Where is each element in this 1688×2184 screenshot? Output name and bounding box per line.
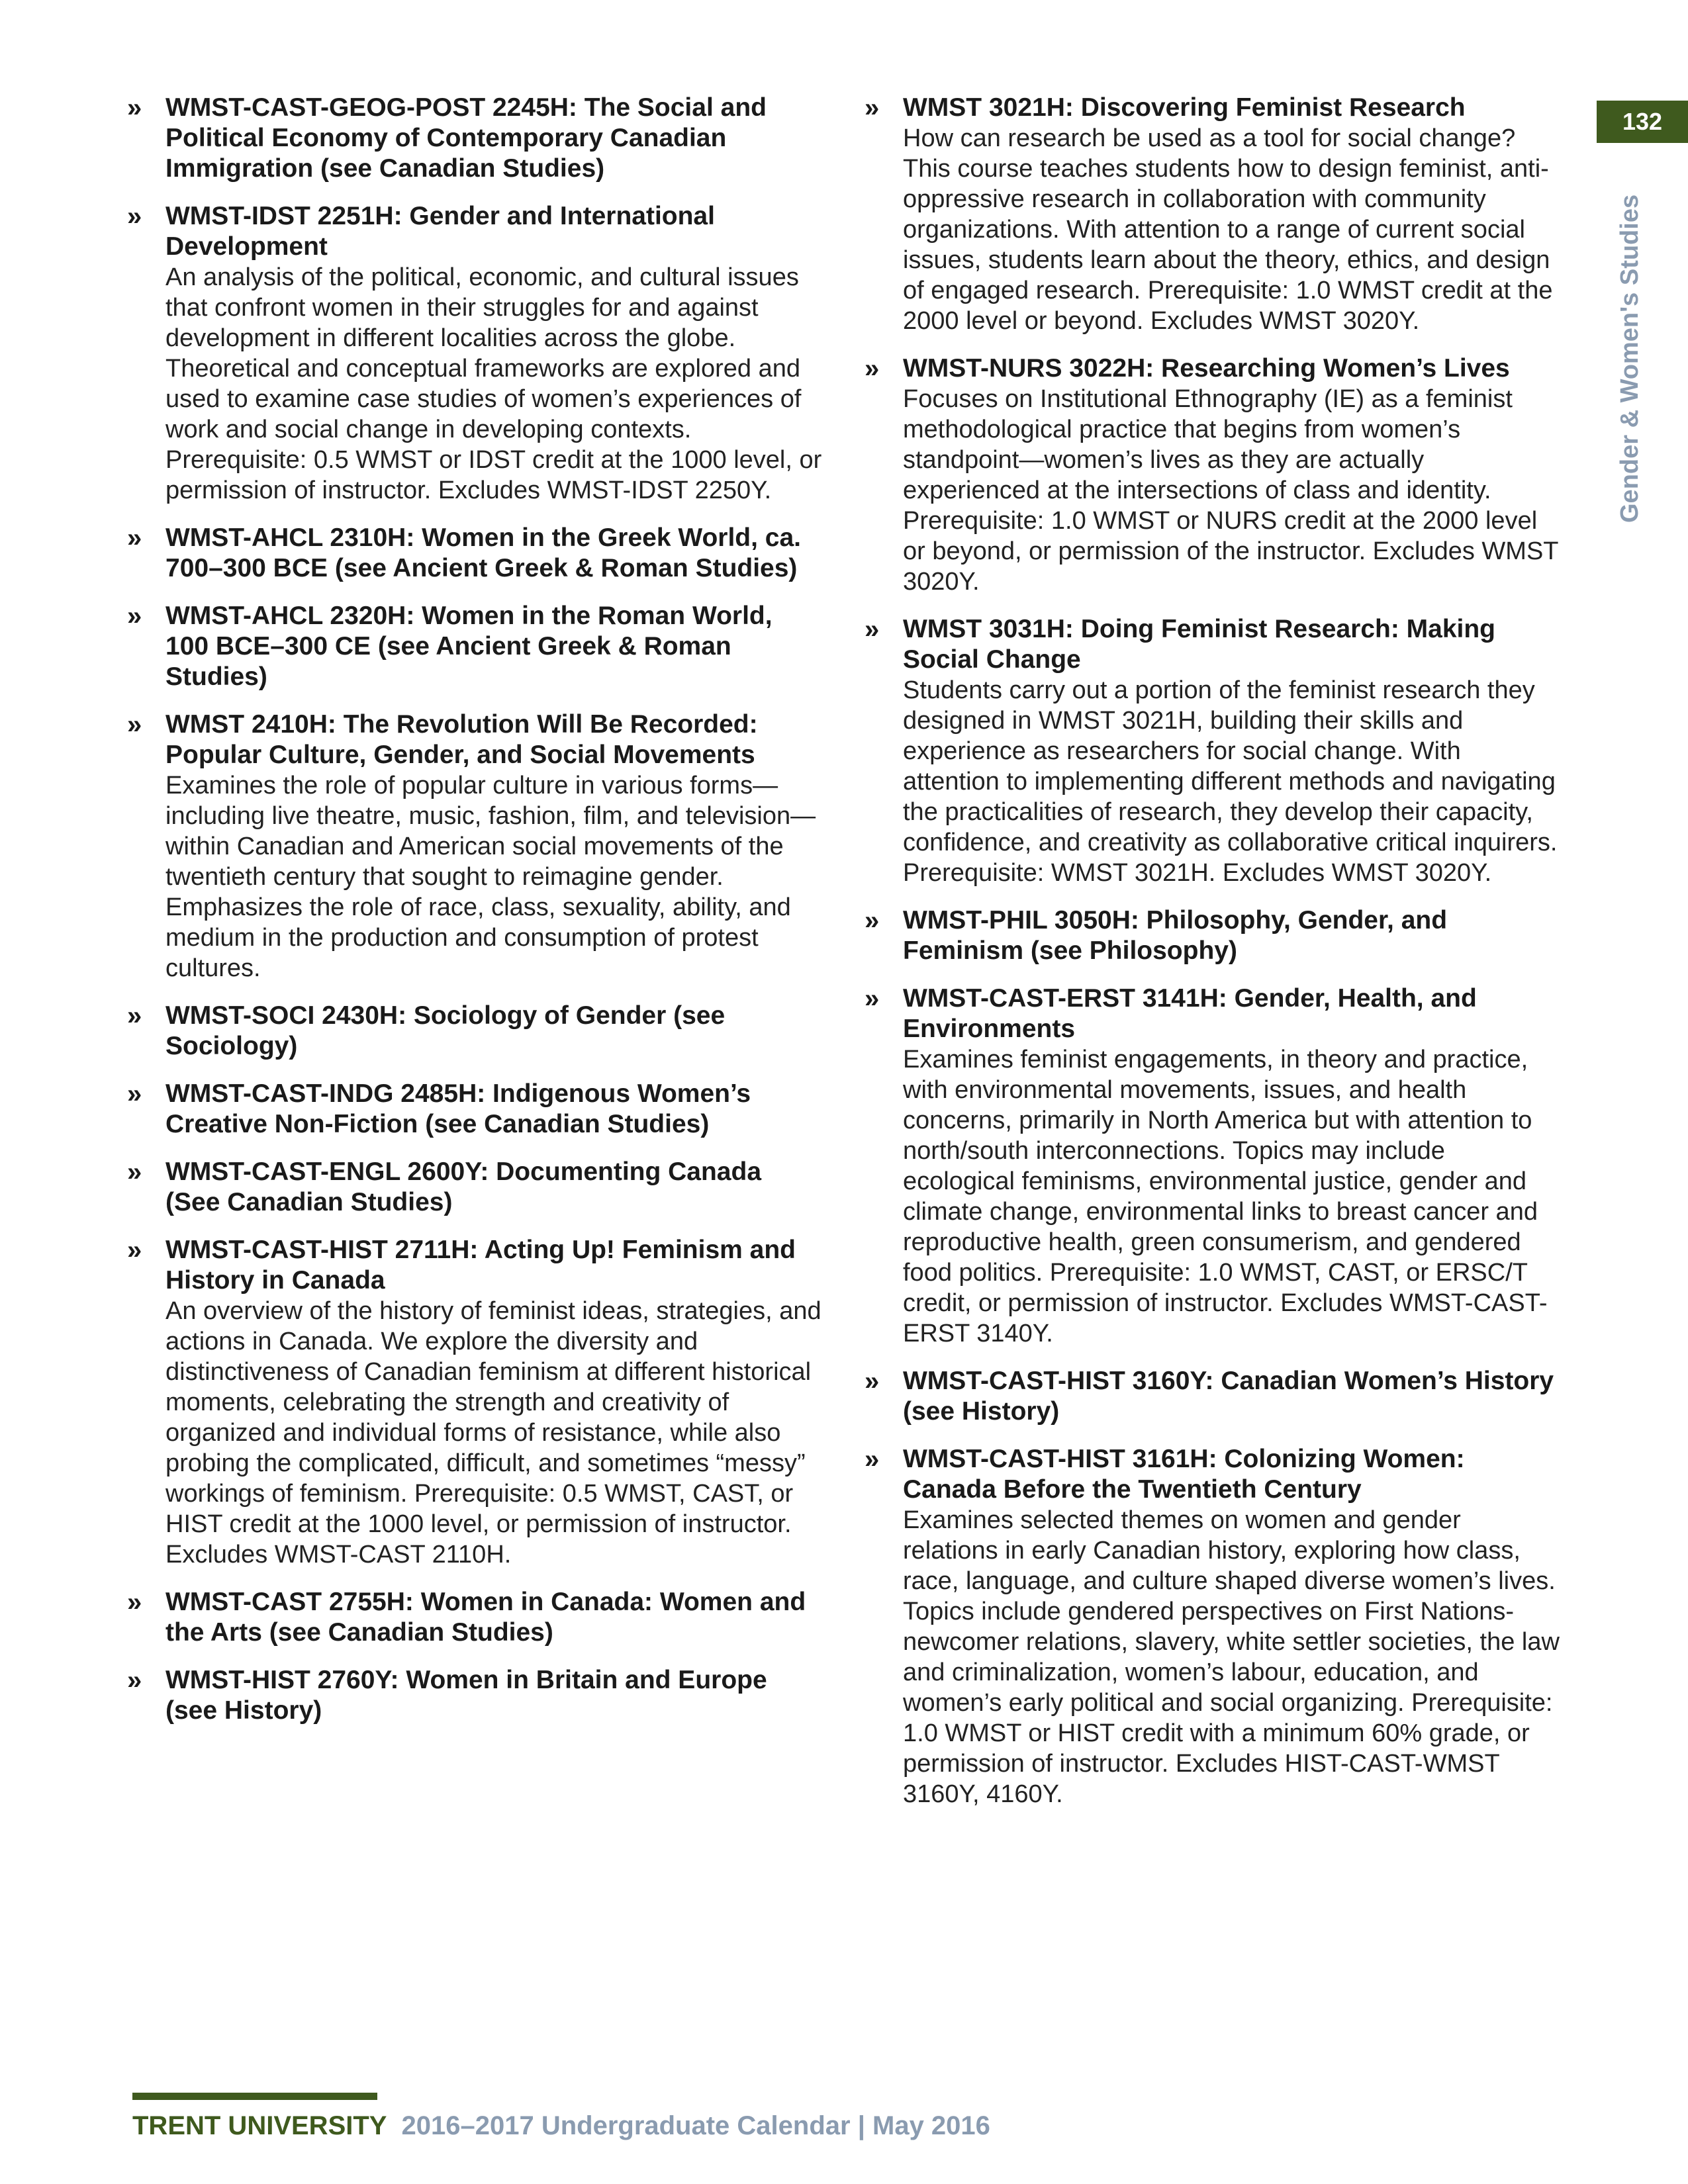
course-title: WMST-CAST-GEOG-POST 2245H: The Social and Political Economy of Contemporary Canadian Immigration (see Canadian Studies) xyxy=(165,93,767,183)
course-entry xyxy=(127,1665,822,1726)
bullet-marker: » xyxy=(865,1367,880,1396)
right-column xyxy=(865,93,1560,1827)
course-title: WMST 3021H: Discovering Feminist Research xyxy=(903,93,1466,122)
course-title: WMST-IDST 2251H: Gender and International Development xyxy=(165,202,715,261)
bullet-marker: » xyxy=(127,1001,142,1030)
course-entry xyxy=(127,1157,822,1218)
course-entry xyxy=(865,353,1560,597)
course-title: WMST-CAST-INDG 2485H: Indigenous Women’s Creative Non-Fiction (see Canadian Studies) xyxy=(165,1079,751,1138)
course-entry xyxy=(865,1444,1560,1809)
course-entry xyxy=(127,1001,822,1062)
footer-org: TRENT UNIVERSITY xyxy=(132,2111,387,2140)
page-number: 132 xyxy=(1622,108,1663,135)
bullet-marker: » xyxy=(865,984,880,1013)
course-title: WMST 2410H: The Revolution Will Be Recorded: Popular Culture, Gender, and Social Movements xyxy=(165,710,758,769)
course-entry xyxy=(865,905,1560,966)
course-description: Examines feminist engagements, in theory and practice, with environmental movements, issues, and health concerns, primarily in North America but with attention to north/south interconnections. Topics may include ecological feminisms, environmental justice, gender and climate change, environmental links to breast cancer and reproductive health, green consumerism, and gendered food politics. Prerequisite: 1.0 WMST, CAST, or ERSC/T credit, or permission of instructor. Excludes WMST-CAST-ERST 3140Y. xyxy=(903,1046,1548,1347)
footer xyxy=(132,2111,990,2141)
bullet-marker: » xyxy=(127,1588,142,1617)
course-entry xyxy=(865,614,1560,888)
course-description: How can research be used as a tool for social change? This course teaches students how to design feminist, anti-oppressive research in collaboration with community organizations. With attention to a range of current social issues, students learn about the theory, ethics, and design of engaged research. Prerequisite: 1.0 WMST credit at the 2000 level or beyond. Excludes WMST 3020Y. xyxy=(903,124,1553,335)
course-entry xyxy=(865,983,1560,1349)
course-title: WMST-CAST-HIST 3160Y: Canadian Women’s History (see History) xyxy=(903,1367,1554,1426)
bullet-marker: » xyxy=(865,1445,880,1474)
bullet-marker: » xyxy=(127,93,142,122)
course-entry xyxy=(127,201,822,506)
course-entry xyxy=(127,523,822,584)
course-description: Examines selected themes on women and gender relations in early Canadian history, exploring how class, race, language, and culture shaped diverse women’s lives. Topics include gendered perspectives on First Nations-newcomer relations, slavery, white settler societies, the law and criminalization, women’s labour, education, and women’s early political and social organizing. Prerequisite: 1.0 WMST or HIST credit with a minimum 60% grade, or permission of instructor. Excludes HIST-CAST-WMST 3160Y, 4160Y. xyxy=(903,1506,1560,1808)
bullet-marker: » xyxy=(865,93,880,122)
bullet-marker: » xyxy=(127,523,142,553)
course-title: WMST-CAST-ENGL 2600Y: Documenting Canada (See Canadian Studies) xyxy=(165,1158,762,1216)
page-number-tab xyxy=(1597,101,1688,143)
course-title: WMST-AHCL 2310H: Women in the Greek World, ca. 700–300 BCE (see Ancient Greek & Roman Studies) xyxy=(165,523,802,582)
footer-subtitle: 2016–2017 Undergraduate Calendar | May 2016 xyxy=(401,2111,990,2140)
course-title: WMST-SOCI 2430H: Sociology of Gender (see Sociology) xyxy=(165,1001,726,1060)
bullet-marker: » xyxy=(865,906,880,935)
footer-rule xyxy=(132,2093,377,2100)
course-description: An overview of the history of feminist ideas, strategies, and actions in Canada. We explore the diversity and distinctiveness of Canadian feminism at different historical moments, celebrating the strength and creativity of organized and individual forms of resistance, while also probing the complicated, difficult, and sometimes “messy” workings of feminism. Prerequisite: 0.5 WMST, CAST, or HIST credit at the 1000 level, or permission of instructor. Excludes WMST-CAST 2110H. xyxy=(165,1297,821,1569)
course-description: Examines the role of popular culture in various forms—including live theatre, music, fashion, film, and television—within Canadian and American social movements of the twentieth century that sought to reimagine gender. Emphasizes the role of race, class, sexuality, ability, and medium in the production and consumption of protest cultures. xyxy=(165,772,816,982)
course-entry xyxy=(127,1587,822,1648)
bullet-marker: » xyxy=(127,1236,142,1265)
bullet-marker: » xyxy=(865,354,880,383)
course-title: WMST-PHIL 3050H: Philosophy, Gender, and Feminism (see Philosophy) xyxy=(903,906,1448,965)
course-title: WMST 3031H: Doing Feminist Research: Making Social Change xyxy=(903,615,1496,674)
course-entry xyxy=(127,1235,822,1570)
course-description: Focuses on Institutional Ethnography (IE) as a feminist methodological practice that begins from women’s standpoint—women’s lives as they are actually experienced at the intersections of class and identity. Prerequisite: 1.0 WMST or NURS credit at the 2000 level or beyond, or permission of the instructor. Excludes WMST 3020Y. xyxy=(903,385,1558,596)
bullet-marker: » xyxy=(127,1666,142,1695)
bullet-marker: » xyxy=(127,1158,142,1187)
course-title: WMST-HIST 2760Y: Women in Britain and Europe (see History) xyxy=(165,1666,767,1725)
course-description: Students carry out a portion of the feminist research they designed in WMST 3021H, building their skills and experience as researchers for social change. With attention to implementing different methods and navigating the practicalities of research, they develop their capacity, confidence, and creativity as collaborative critical inquirers. Prerequisite: WMST 3021H. Excludes WMST 3020Y. xyxy=(903,676,1558,887)
course-entry xyxy=(865,93,1560,336)
course-title: WMST-AHCL 2320H: Women in the Roman World, 100 BCE–300 CE (see Ancient Greek & Roman Studies) xyxy=(165,602,773,691)
bullet-marker: » xyxy=(127,710,142,739)
bullet-marker: » xyxy=(127,602,142,631)
course-title: WMST-CAST 2755H: Women in Canada: Women and the Arts (see Canadian Studies) xyxy=(165,1588,806,1647)
left-column xyxy=(127,93,822,1743)
course-title: WMST-CAST-HIST 3161H: Colonizing Women: Canada Before the Twentieth Century xyxy=(903,1445,1465,1504)
course-entry xyxy=(127,1079,822,1140)
bullet-marker: » xyxy=(127,1079,142,1109)
course-title: WMST-NURS 3022H: Researching Women’s Lives xyxy=(903,354,1510,383)
section-label: Gender & Women's Studies xyxy=(1616,194,1644,523)
course-title: WMST-CAST-ERST 3141H: Gender, Health, and Environments xyxy=(903,984,1477,1043)
course-entry xyxy=(127,93,822,184)
course-title: WMST-CAST-HIST 2711H: Acting Up! Feminism and History in Canada xyxy=(165,1236,796,1295)
course-description: An analysis of the political, economic, and cultural issues that confront women in their struggles for and against development in different localities across the globe. Theoretical and conceptual frameworks are explored and used to examine case studies of women’s experiences of work and social change in developing contexts. Prerequisite: 0.5 WMST or IDST credit at the 1000 level, or permission of instructor. Excludes WMST-IDST 2250Y. xyxy=(165,263,822,504)
bullet-marker: » xyxy=(865,615,880,644)
course-entry xyxy=(865,1366,1560,1427)
bullet-marker: » xyxy=(127,202,142,231)
course-entry xyxy=(127,601,822,692)
course-entry xyxy=(127,709,822,983)
